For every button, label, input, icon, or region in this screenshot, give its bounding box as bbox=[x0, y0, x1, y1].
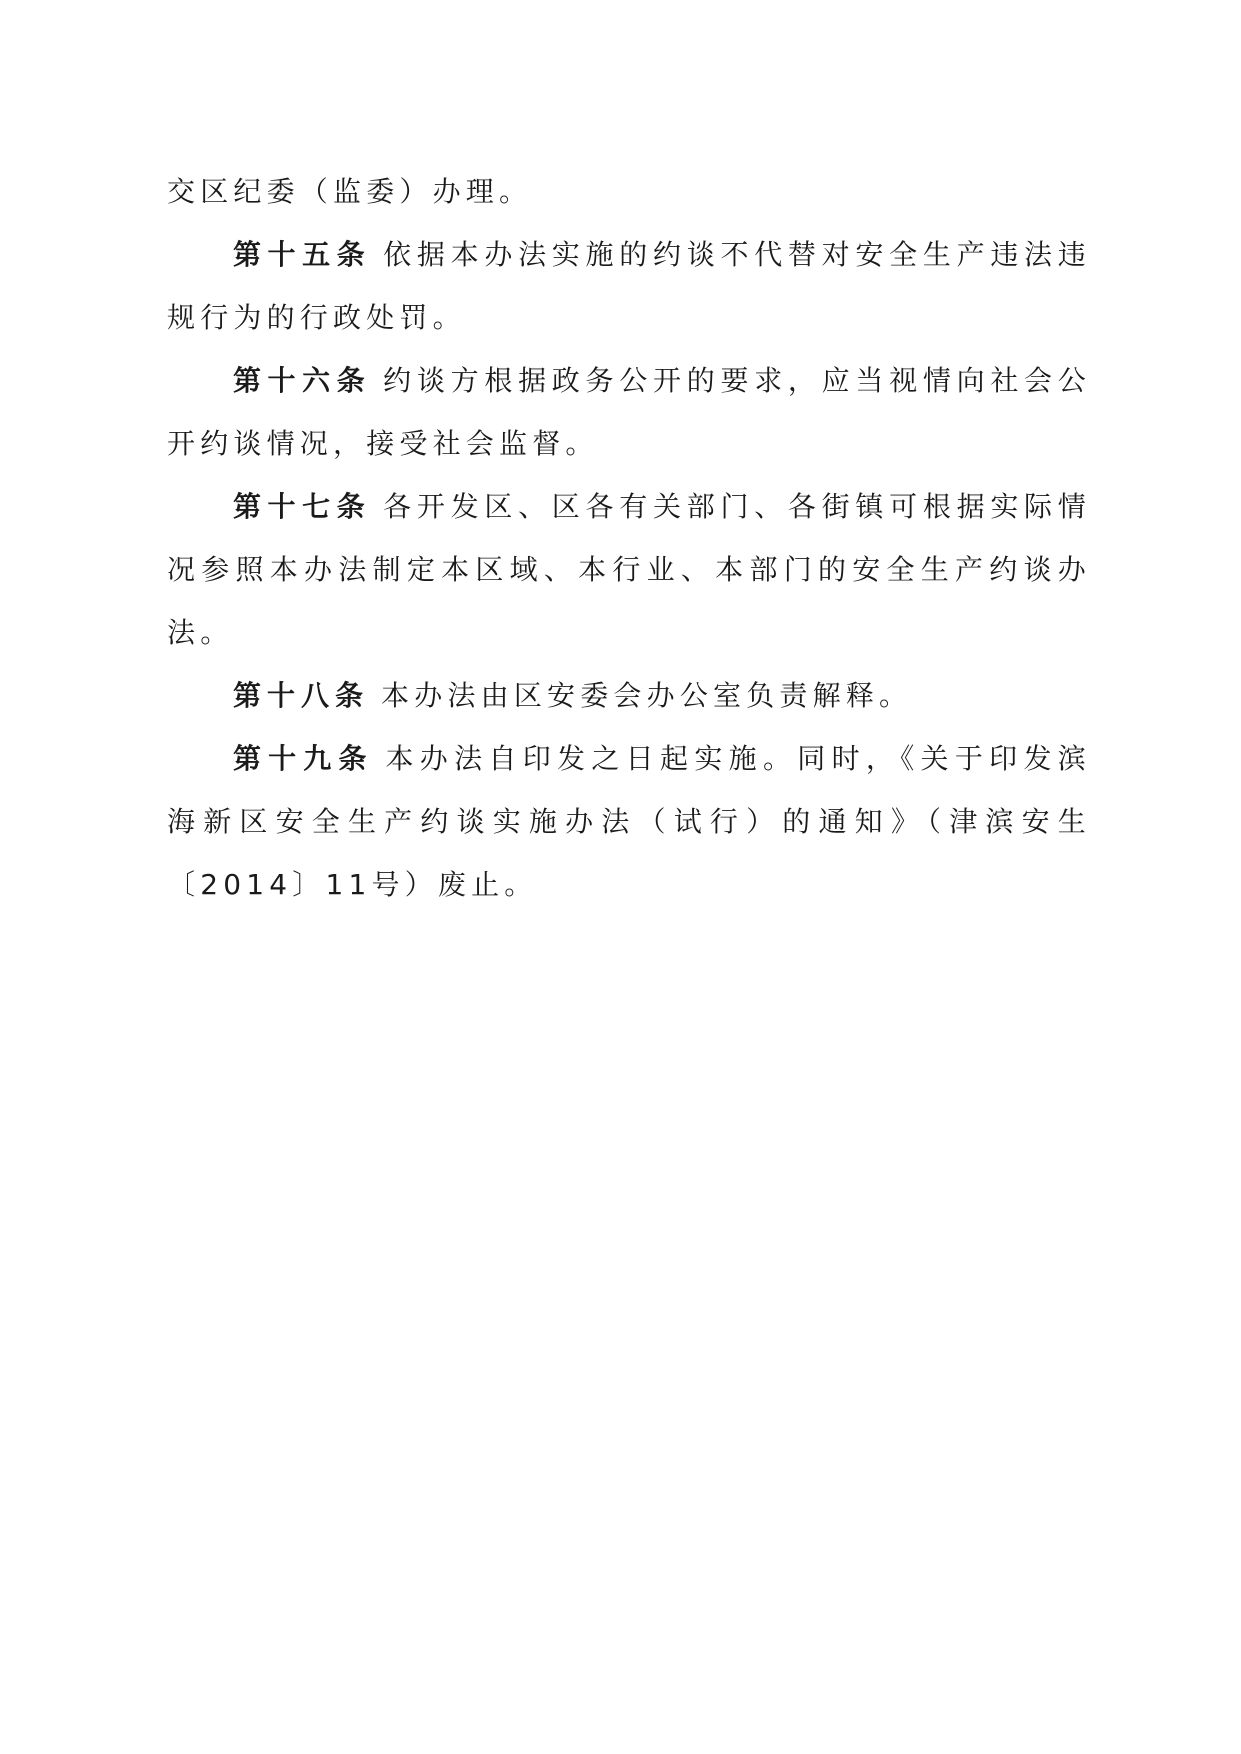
article-text: 约谈方根据政务公开的要求，应当视情向社会公开约谈情况，接受社会监督。 bbox=[167, 364, 1091, 460]
article-15 bbox=[167, 223, 1091, 349]
article-16 bbox=[167, 349, 1091, 475]
article-text: 依据本办法实施的约谈不代替对安全生产违法违规行为的行政处罚。 bbox=[167, 238, 1091, 334]
article-text: 本办法由区安委会办公室负责解释。 bbox=[381, 679, 913, 712]
article-heading: 第十九条 bbox=[233, 742, 374, 775]
article-heading: 第十六条 bbox=[233, 364, 372, 397]
article-18 bbox=[167, 664, 1091, 727]
article-17 bbox=[167, 475, 1091, 664]
article-text: 各开发区、区各有关部门、各街镇可根据实际情况参照本办法制定本区域、本行业、本部门的安全生产约谈办法。 bbox=[167, 490, 1091, 649]
article-heading: 第十七条 bbox=[233, 490, 372, 523]
article-19 bbox=[167, 727, 1091, 916]
document-body bbox=[167, 160, 1091, 916]
article-heading: 第十八条 bbox=[233, 679, 370, 712]
paragraph-text: 交区纪委（监委）办理。 bbox=[167, 175, 533, 208]
article-heading: 第十五条 bbox=[233, 238, 372, 271]
paragraph-continuation bbox=[167, 160, 1091, 223]
article-text: 本办法自印发之日起实施。同时，《关于印发滨海新区安全生产约谈实施办法（试行）的通知》（津滨安生〔2014〕11号）废止。 bbox=[167, 742, 1091, 901]
